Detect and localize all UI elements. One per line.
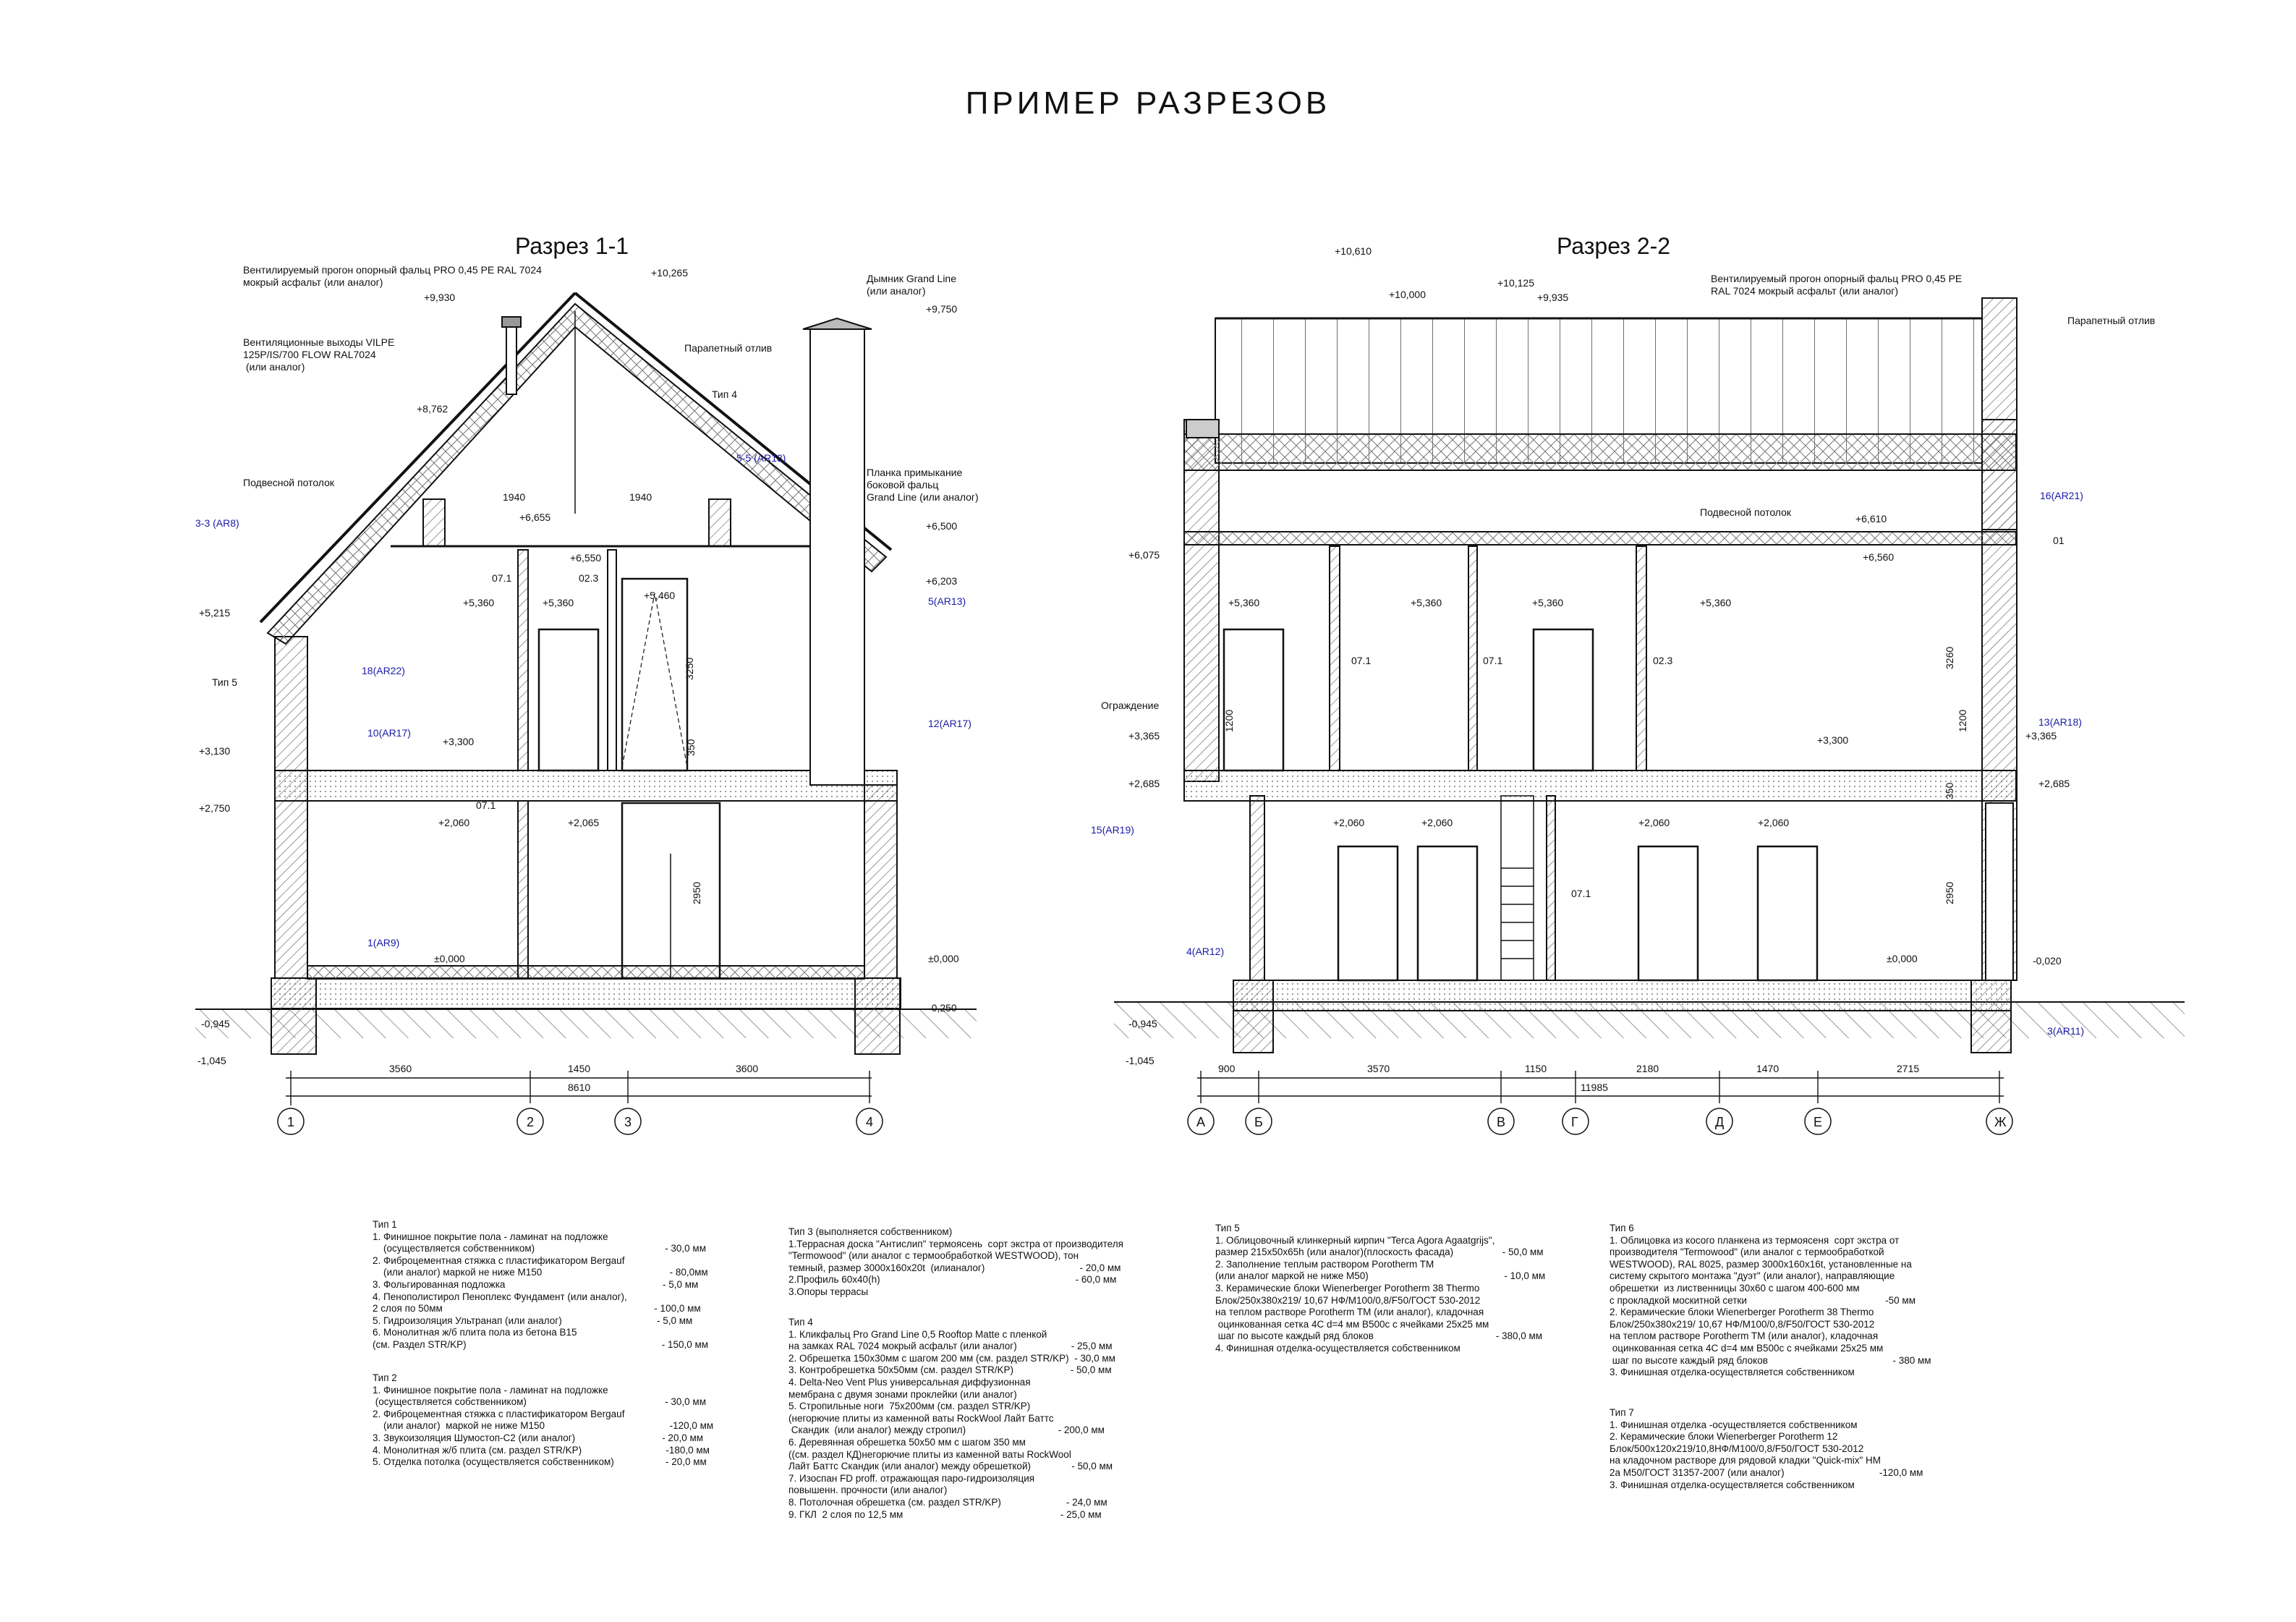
section-1-drawing (195, 293, 977, 1054)
spec-type6-body: 1. Облицовка из косого планкена из термоясеня сорт экстра от производителя "Termowood" (или аналог с термообработкой WESTWOOD), RAL 8025, размер 3000х160х16t, установленные на систему скрытого монтажа "дуэт" (или аналог), направляющие обрешетки из лиственницы 30х60 с шагом 400-600 мм с прокладкой москитной сетки -50 мм 2. Керамические блоки Wienerberger Porotherm 38 Thermo Блок/250х380х219/ 10,67 НФ/М100/0,8/F50/ГОСТ 530-2012 на теплом растворе Porotherm TM (или аналог), кладочная оцинкованная сетка 4С d=4 мм В500с с ячейками 25х25 мм шаг по высоте каждый ряд блоков - 380 мм 3. Финишная отделка-осуществляется собственником (1610, 1234, 1931, 1378)
wall-axis-1 (275, 637, 307, 978)
ref-1-2: 5(AR13) (928, 595, 966, 607)
spec-type2-body: 1. Финишное покрытие пола - ламинат на подложке (осуществляется собственником) - 30,0 мм 2. Фиброцементная стяжка с пластификатором Bergauf (или аналог) маркой не ниже М150 -120,0 мм 3. Звукоизоляция Шумостоп-С2 (или аналог) - 20,0 мм 4. Монолитная ж/б плита (см. раздел STR/KP) -180,0 мм 5. Отделка потолка (осуществляется собственником) - 20,0 мм (373, 1384, 714, 1468)
door-2f (1758, 846, 1817, 980)
sheet-title: ПРИМЕР РАЗРЕЗОВ (965, 85, 1331, 121)
level-2-4: +6,610 (1855, 513, 1887, 525)
dim-1-total: 8610 (568, 1082, 591, 1093)
dim-1-a: 3560 (389, 1063, 412, 1074)
level-2-19: +2,060 (1758, 817, 1790, 828)
spec-type2-head: Тип 2 (373, 1372, 397, 1383)
roof-insul-2 (1184, 434, 2016, 470)
inner-dim-2-0: 3260 (1944, 646, 1955, 669)
level-1-18: ±0,000 (928, 953, 959, 964)
interior-wall-2a (1330, 546, 1340, 770)
level-2-14: +2,685 (1128, 778, 1160, 789)
dormer-1b (709, 499, 731, 546)
level-2-20: ±0,000 (1887, 953, 1918, 964)
ref-1-1: 5-5 (AR13) (736, 452, 786, 464)
dim-2-b: 3570 (1367, 1063, 1390, 1074)
inner-dim-1-4: 2950 (691, 881, 702, 904)
foundation-right-1 (855, 978, 900, 1054)
column-2a (1250, 796, 1264, 980)
ref-1-3: 18(AR22) (362, 665, 405, 676)
spec-type7 (1610, 1407, 1923, 1491)
callout-ceiling-1: Подвесной потолок (243, 477, 335, 488)
parapet-right-2 (1982, 298, 2017, 530)
axis-label-Zh: Ж (1994, 1115, 2007, 1129)
callout-roof-purlin-2: Вентилируемый прогон опорный фальц PRO 0,45 PE RAL 7024 мокрый асфальт (или аналог) (1711, 273, 1963, 297)
section-2-axes (1188, 1108, 2012, 1134)
level-2-11: +3,365 (1128, 730, 1160, 742)
foundation-left-1 (271, 978, 316, 1054)
spec-type1-head: Тип 1 (373, 1219, 397, 1230)
axis-label-1: 1 (287, 1115, 295, 1129)
ref-2-1: 13(AR18) (2038, 716, 2082, 728)
axis-label-D: Д (1715, 1115, 1725, 1129)
axis-label-E: Е (1814, 1115, 1823, 1129)
interior-wall-2b (1468, 546, 1477, 770)
callout-parapet-2: Парапетный отлив (2067, 315, 2156, 326)
spec-type2 (373, 1372, 713, 1469)
interior-wall-2d (1547, 796, 1555, 980)
room-tag-2-3: 07.1 (1571, 888, 1591, 899)
ref-2-4: 3(AR11) (2047, 1025, 2085, 1037)
section-2-title: Разрез 2-2 (1557, 233, 1671, 259)
room-tag-1-0: 07.1 (492, 572, 512, 584)
axis-label-4: 4 (866, 1115, 874, 1129)
slab-level2-2 (1184, 770, 2016, 801)
door-2a (1224, 629, 1283, 770)
parapet-left-2 (1186, 420, 1219, 438)
inner-dim-1-3: 350 (685, 739, 697, 756)
ref-2-3: 4(AR12) (1186, 946, 1225, 957)
level-1-5: +6,550 (570, 552, 602, 564)
interior-wall-1b (518, 550, 528, 770)
level-2-6: +6,075 (1128, 549, 1160, 561)
level-1-9: +5,360 (463, 597, 495, 608)
level-1-3: +8,762 (417, 403, 448, 415)
room-tag-1-1: 02.3 (579, 572, 599, 584)
attic-slab-2 (1184, 532, 2016, 545)
callout-vents-1: Вентиляционные выходы VILPE 125P/IS/700 FLOW RAL7024 (или аналог) (243, 336, 395, 373)
dim-2-total: 11985 (1581, 1082, 1608, 1093)
spec-type3-body: 1.Террасная доска "Антислип" термоясень сорт экстра от производителя "Termowood" (или аналог с термообработкой WESTWOOD), тон темный, размер 3000х160х20t (илианалог) - 20,0 мм 2.Профиль 60х40(h) - 60,0 мм 3.Опоры террасы (788, 1238, 1123, 1297)
callout-chimney-1: Дымник Grand Line (или аналог) (867, 273, 957, 297)
level-2-3: +9,935 (1537, 292, 1569, 303)
level-2-13: +3,300 (1817, 734, 1849, 746)
level-1-6: +6,500 (926, 520, 958, 532)
chimney-cap-1 (803, 318, 872, 329)
interior-wall-1a (518, 801, 528, 978)
level-1-15: +2,065 (568, 817, 600, 828)
dim-1-c: 3600 (736, 1063, 759, 1074)
ref-1-5: 12(AR17) (928, 718, 971, 729)
level-1-20: -1,045 (197, 1055, 226, 1066)
level-1-16: +2,060 (438, 817, 470, 828)
level-1-2: +9,750 (926, 303, 958, 315)
spec-type3-head: Тип 3 (выполняется собственником) (788, 1226, 953, 1237)
inner-dim-2-3: 350 (1944, 782, 1955, 799)
spec-type4 (788, 1317, 1115, 1521)
spec-type5-head: Тип 5 (1215, 1223, 1240, 1234)
section-2-drawing (1114, 298, 2185, 1053)
slab-level1-1 (307, 966, 864, 979)
spec-type6 (1610, 1223, 1931, 1379)
level-1-8: +5,460 (644, 590, 676, 601)
spec-type4-body: 1. Кликфальц Pro Grand Line 0,5 Rooftop Matte с пленкой на замках RAL 7024 мокрый асфальт (или аналог) - 25,0 мм 2. Обрешетка 150х30мм с шагом 200 мм (см. раздел STR/KP) - 30,0 мм 3. Контробрешетка 50х50мм (см. раздел STR/KP) - 50,0 мм 4. Delta-Neo Vent Plus универсальная диффузионная мембрана с двумя зонами проклейки (или аналог) 5. Стропильные ноги 75х200мм (см. раздел STR/KP) (негорючие плиты из каменной ваты RockWool Лайт Баттс Скандик (или аналог) между стропил) - 200,0 мм 6. Деревянная обрешетка 50х50 мм с шагом 350 мм ((см. раздел КД)негорючие плиты из каменной ваты RockWool Лайт Баттс Скандик (или аналог) между обрешеткой) - 50,0 мм 7. Изоспан FD proff. отражающая паро-гидроизоляция повышенн. прочности (или аналог) 8. Потолочная обрешетка (см. раздел STR/KP) - 24,0 мм 9. ГКЛ 2 слоя по 12,5 мм - 25,0 мм (788, 1328, 1115, 1520)
door-1b (622, 579, 687, 770)
level-2-16: +2,060 (1333, 817, 1365, 828)
section-1-axes (278, 1108, 883, 1134)
dim-2-a: 900 (1218, 1063, 1236, 1074)
callout-parapet-1: Парапетный отлив (684, 342, 773, 354)
window-2-right (1986, 803, 2013, 980)
wall-axis-A-2nd (1184, 420, 1219, 781)
level-2-1: +10,000 (1389, 289, 1426, 300)
ref-2-2: 15(AR19) (1091, 824, 1134, 836)
level-2-10: +5,360 (1700, 597, 1732, 608)
dim-2-e: 1470 (1756, 1063, 1780, 1074)
inner-dim-1-1: 1940 (629, 491, 652, 503)
level-2-15: +2,685 (2038, 778, 2070, 789)
door-2b (1534, 629, 1593, 770)
chimney-1 (810, 329, 864, 785)
stair-2 (1501, 796, 1534, 980)
axis-label-B: Б (1254, 1115, 1263, 1129)
level-1-7: +6,203 (926, 575, 958, 587)
interior-wall-2c (1636, 546, 1646, 770)
dim-2-c: 1150 (1525, 1063, 1547, 1074)
callout-ceiling-2: Подвесной потолок (1700, 506, 1792, 518)
foundation-slab-1 (271, 978, 901, 1009)
callout-type4: Тип 4 (712, 388, 738, 400)
dim-1-b: 1450 (568, 1063, 591, 1074)
spec-type5 (1215, 1223, 1545, 1355)
level-2-5: +6,560 (1863, 551, 1895, 563)
ref-1-6: 1(AR9) (367, 937, 400, 948)
inner-dim-2-2: 1200 (1957, 709, 1968, 732)
level-1-0: +10,265 (651, 267, 688, 279)
inner-dim-2-1: 1200 (1223, 709, 1235, 732)
level-1-13: +3,130 (199, 745, 231, 757)
level-1-19: -0,945 (201, 1018, 230, 1029)
vent-cap-1 (502, 317, 521, 327)
section-2-refs (1091, 490, 2084, 1037)
level-2-22: -0,945 (1128, 1018, 1157, 1029)
level-2-21: -0,020 (2033, 955, 2062, 967)
door-2c (1338, 846, 1398, 980)
axis-label-A: А (1196, 1115, 1206, 1129)
level-2-7: +5,360 (1228, 597, 1260, 608)
foundation-left-2 (1233, 980, 1273, 1053)
level-1-4: +6,655 (519, 511, 551, 523)
axis-label-2: 2 (527, 1115, 535, 1129)
level-2-23: -1,045 (1126, 1055, 1155, 1066)
stair-box (1501, 796, 1534, 980)
level-2-12: +3,365 (2025, 730, 2057, 742)
door-2d (1418, 846, 1477, 980)
inner-dim-2-4: 2950 (1944, 881, 1955, 904)
level-2-9: +5,360 (1532, 597, 1564, 608)
level-2-8: +5,360 (1411, 597, 1442, 608)
foundation-slab-2 (1233, 980, 2011, 1011)
level-1-14: +2,750 (199, 802, 231, 814)
level-1-17: ±0,000 (434, 953, 465, 964)
ref-1-4: 10(AR17) (367, 727, 411, 739)
level-1-21: -0,250 (928, 1002, 957, 1014)
inner-dim-1-2: 3250 (684, 657, 695, 680)
ref-1-0: 3-3 (AR8) (195, 517, 239, 529)
door-2e (1638, 846, 1698, 980)
level-1-10: +5,360 (543, 597, 574, 608)
room-tag-1-2: 07.1 (476, 799, 496, 811)
level-2-0: +10,610 (1335, 245, 1372, 257)
dim-2-f: 2715 (1897, 1063, 1920, 1074)
dormer-1a (423, 499, 445, 546)
room-tag-2-2: 02.3 (1653, 655, 1673, 666)
spec-type1 (373, 1219, 708, 1351)
room-tag-2-0: 07.1 (1351, 655, 1372, 666)
axis-label-V: В (1497, 1115, 1506, 1129)
level-1-12: +3,300 (443, 736, 475, 747)
spec-type6-head: Тип 6 (1610, 1223, 1634, 1234)
callout-side-strip: Планка примыкание боковой фальц Grand Line (или аналог) (867, 467, 979, 503)
dim-2-d: 2180 (1636, 1063, 1659, 1074)
level-2-18: +2,060 (1638, 817, 1670, 828)
spec-type1-body: 1. Финишное покрытие пола - ламинат на подложке (осуществляется собственником) - 30,0 мм 2. Фиброцементная стяжка с пластификатором Bergauf (или аналог) маркой не ниже М150 - 80,0мм 3. Фольгированная подложка - 5,0 мм 4. Пенополистирол Пеноплекс Фундамент (или аналог), 2 слоя по 50мм - 100,0 мм 5. Гидроизоляция Ультранап (или аналог) - 5,0 мм 6. Монолитная ж/б плита пола из бетона В15 (см. Раздел STR/KP) - 150,0 мм (373, 1231, 709, 1350)
spec-type7-body: 1. Финишная отделка -осуществляется собственником 2. Керамические блоки Wienerberger Porotherm 12 Блок/500х120х219/10,8НФ/М100/0,8/F50/ГОСТ 530-2012 на кладочном растворе для рядовой кладки "Quick-mix" НМ 2а М50/ГОСТ 31357-2007 (или аналог) -120,0 мм 3. Финишная отделка-осуществляется собственником (1610, 1419, 1923, 1490)
level-1-1: +9,930 (424, 292, 456, 303)
spec-type5-body: 1. Облицовочный клинкерный кирпич "Terca Agora Agaatgrijs", размер 215х50х65h (или аналог)(плоскость фасада) - 50,0 мм 2. Заполнение теплым раствором Porotherm TM (или аналог маркой не ниже М50) - 10,0 мм 3. Керамические блоки Wienerberger Porotherm 38 Thermo Блок/250х380х219/ 10,67 НФ/М100/0,8/F50/ГОСТ 530-2012 на теплом растворе Porotherm TM (или аналог), кладочная оцинкованная сетка 4С d=4 мм В500с с ячейками 25х25 мм шаг по высоте каждый ряд блоков - 380,0 мм 4. Финишная отделка-осуществляется собственником (1215, 1234, 1546, 1354)
door-1a (539, 629, 598, 770)
callout-code01: 01 (2053, 535, 2065, 546)
spec-type3 (788, 1226, 1123, 1299)
callout-type5: Тип 5 (212, 676, 238, 688)
ref-2-0: 16(AR21) (2040, 490, 2083, 501)
slab-level2-1 (275, 770, 897, 801)
section-1-title: Разрез 1-1 (515, 233, 629, 259)
level-1-11: +5,215 (199, 607, 231, 619)
axis-label-G: Г (1571, 1115, 1578, 1129)
room-tag-2-1: 07.1 (1483, 655, 1503, 666)
level-2-17: +2,060 (1421, 817, 1453, 828)
spec-type4-head: Тип 4 (788, 1317, 813, 1328)
axis-label-3: 3 (624, 1115, 632, 1129)
spec-type7-head: Тип 7 (1610, 1407, 1634, 1418)
wall-axis-4 (864, 785, 897, 978)
door-swing-1b (622, 593, 687, 767)
vent-pipe-1 (506, 326, 516, 394)
foundation-right-2 (1971, 980, 2011, 1053)
inner-dim-1-0: 1940 (503, 491, 526, 503)
callout-roof-purlin-1: Вентилируемый прогон опорный фальц PRO 0,45 PE RAL 7024 мокрый асфальт (или аналог) (243, 264, 542, 288)
interior-wall-1c (608, 550, 616, 770)
level-2-2: +10,125 (1497, 277, 1534, 289)
callout-fence: Ограждение (1101, 700, 1160, 711)
